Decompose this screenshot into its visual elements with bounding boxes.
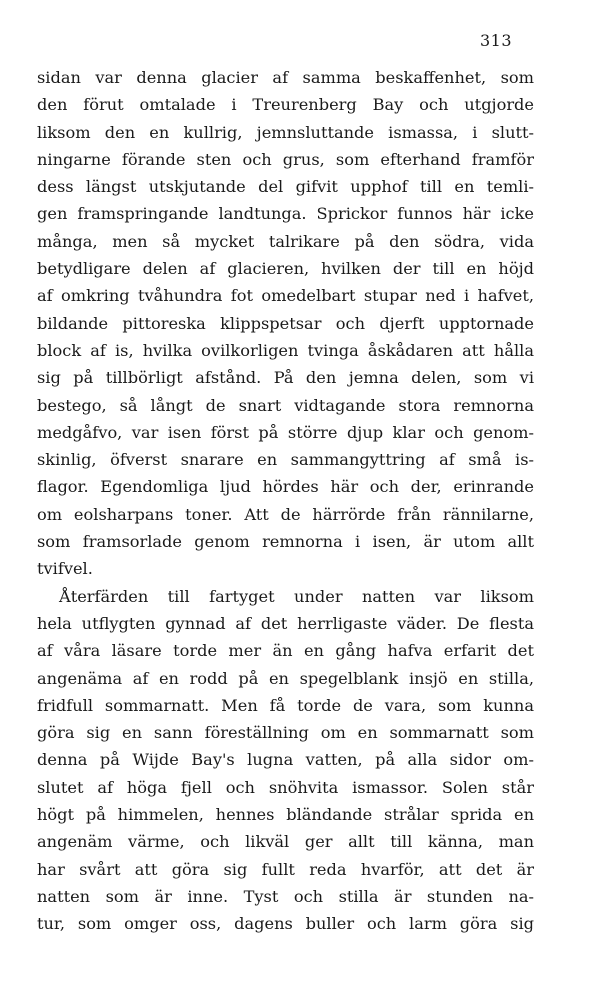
text-line: natten som är inne. Tyst och stilla är stunden na- [37, 886, 534, 906]
page-number: 313 [479, 31, 512, 50]
text-line: medgåfvo, var isen först på större djup klar och genom- [37, 422, 534, 442]
text-line: sig på tillbörligt afstånd. På den jemna delen, som vi [37, 368, 534, 388]
text-line: liksom den en kullrig, jemnsluttande ismassa, i slutt- [37, 122, 534, 142]
text-line: slutet af höga fjell och snöhvita ismassor. Solen står [37, 777, 534, 797]
text-line: af våra läsare torde mer än en gång hafva erfarit det [37, 641, 534, 661]
text-line: bildande pittoreska klippspetsar och djerft upptornade [37, 313, 534, 333]
body-text [37, 64, 534, 938]
text-line: betydligare delen af glacieren, hvilken der till en höjd [37, 259, 534, 279]
text-line: den förut omtalade i Treurenberg Bay och utgjorde [37, 95, 534, 115]
text-line: denna på Wijde Bay's lugna vatten, på alla sidor om- [37, 750, 534, 770]
text-line: fridfull sommarnatt. Men få torde de vara, som kunna [37, 695, 534, 715]
paragraph-end-line: tvifvel. [37, 559, 93, 579]
text-line: ningarne förande sten och grus, som efterhand framför [37, 149, 534, 169]
text-line: angenäm värme, och likväl ger allt till känna, man [37, 832, 534, 852]
text-line: tur, som omger oss, dagens buller och larm göra sig [37, 914, 534, 934]
text-line: af omkring tvåhundra fot omedelbart stupar ned i hafvet, [37, 286, 534, 306]
text-line: många, men så mycket talrikare på den södra, vida [37, 231, 534, 251]
text-line: sidan var denna glacier af samma beskaffenhet, som [37, 68, 534, 87]
text-line: bestego, så långt de snart vidtagande stora remnorna [37, 395, 534, 415]
text-line: som framsorlade genom remnorna i isen, är utom allt [37, 532, 534, 552]
text-line: block af is, hvilka ovilkorligen tvinga åskådaren att hålla [37, 340, 534, 360]
text-line: göra sig en sann föreställning om en sommarnatt som [37, 723, 534, 743]
text-line: högt på himmelen, hennes bländande strålar sprida en [37, 805, 534, 825]
text-line: angenäma af en rodd på en spegelblank insjö en stilla, [37, 668, 534, 688]
text-line: har svårt att göra sig fullt reda hvarför, att det är [37, 859, 534, 879]
text-line: hela utflygten gynnad af det herrligaste väder. De flesta [37, 613, 534, 633]
text-line: dess längst utskjutande del gifvit upphof till en temli- [37, 177, 534, 197]
text-line: flagor. Egendomliga ljud hördes här och der, erinrande [37, 477, 534, 497]
text-line: skinlig, öfverst snarare en sammangyttring af små is- [37, 450, 534, 470]
paragraph-start-line: Återfärden till fartyget under natten var liksom [59, 586, 534, 606]
text-line: gen framspringande landtunga. Sprickor funnos här icke [37, 204, 534, 224]
text-line: om eolsharpans toner. Att de härrörde från rännilarne, [37, 504, 534, 524]
